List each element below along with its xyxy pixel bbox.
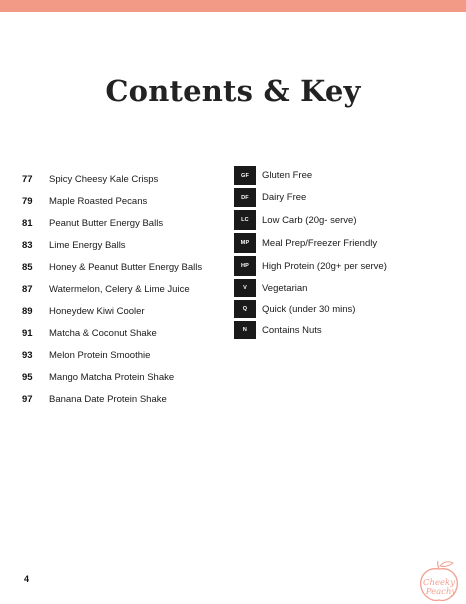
key-item [234,256,454,276]
contents-item[interactable] [22,212,222,234]
contents-page-number: 97 [22,393,33,405]
contents-page-number: 89 [22,305,33,317]
key-label: Meal Prep/Freezer Friendly [262,237,378,249]
key-label: High Protein (20g+ per serve) [262,260,387,272]
contents-item[interactable] [22,234,222,256]
key-item [234,321,454,339]
logo-word-peachy: Peachy [425,587,457,597]
contents-item[interactable] [22,388,222,410]
key-badge: DF [234,188,256,207]
contents-page-number: 77 [22,173,33,185]
contents-page-number: 81 [22,217,33,229]
key-label: Contains Nuts [262,324,322,336]
key-item [234,188,454,207]
contents-page-number: 95 [22,371,33,383]
key-badge: N [234,321,256,339]
key-label: Quick (under 30 mins) [262,303,356,315]
top-accent-bar [0,0,466,12]
contents-page-number: 91 [22,327,33,339]
contents-item[interactable] [22,168,222,190]
contents-item[interactable] [22,344,222,366]
contents-recipe-name: Honey & Peanut Butter Energy Balls [49,261,203,273]
key-item [234,300,454,318]
contents-recipe-name: Banana Date Protein Shake [49,393,167,405]
page-title: Contents & Key [105,74,361,108]
page-number: 4 [24,574,30,584]
key-legend [234,166,454,342]
contents-item[interactable] [22,322,222,344]
key-badge: V [234,279,256,297]
contents-item[interactable] [22,190,222,212]
key-badge: MP [234,233,256,253]
contents-recipe-name: Watermelon, Celery & Lime Juice [49,283,190,295]
contents-recipe-name: Mango Matcha Protein Shake [49,371,175,383]
key-item [234,166,454,185]
key-label: Dairy Free [262,192,307,203]
contents-recipe-name: Spicy Cheesy Kale Crisps [49,173,159,185]
key-item [234,233,454,253]
contents-page-number: 87 [22,283,33,295]
key-label: Gluten Free [262,170,313,181]
contents-item[interactable] [22,256,222,278]
contents-recipe-name: Lime Energy Balls [49,239,126,251]
contents-page-number: 83 [22,239,33,251]
key-badge: GF [234,166,256,185]
contents-recipe-name: Matcha & Coconut Shake [49,327,157,339]
logo-word-cheeky: Cheeky [423,578,455,588]
key-item [234,210,454,230]
key-label: Vegetarian [262,282,308,294]
key-badge: Q [234,300,256,318]
contents-list [22,168,222,410]
contents-page-number: 93 [22,349,33,361]
key-label: Low Carb (20g- serve) [262,214,357,226]
contents-page-number: 85 [22,261,33,273]
key-badge: HP [234,256,256,276]
contents-item[interactable] [22,300,222,322]
contents-recipe-name: Melon Protein Smoothie [49,349,151,361]
contents-recipe-name: Maple Roasted Pecans [49,195,148,207]
key-item [234,279,454,297]
key-badge: LC [234,210,256,230]
contents-recipe-name: Honeydew Kiwi Cooler [49,305,145,317]
cheeky-peachy-logo [414,560,464,604]
contents-item[interactable] [22,278,222,300]
contents-item[interactable] [22,366,222,388]
contents-page-number: 79 [22,195,33,207]
contents-recipe-name: Peanut Butter Energy Balls [49,217,164,229]
